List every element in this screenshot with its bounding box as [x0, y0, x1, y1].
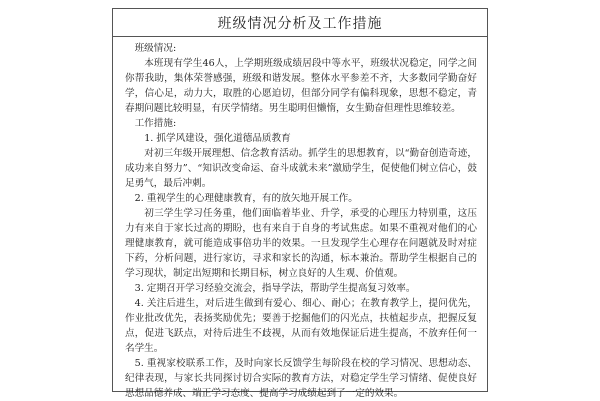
measure-3: 3. 定期召开学习经验交流会，指导学法，帮助学生提高复习效率。 — [134, 283, 416, 294]
document-body — [113, 37, 487, 401]
measure-4: 4. 关注后进生，对后进生做到有爱心、细心、耐心；在教育教学上，提问优先，作业批改优先，表扬奖励优先；要善于挖掘他们的闪光点，扶植起步点，把握反复点，促进飞跃点，对待后进生不歧视，从而有效地保证后进生提高，不放弃任何一名学生。 — [125, 298, 477, 354]
measure-1-heading: 1. 抓学风建设，强化道德品质教育 — [144, 133, 291, 144]
measure-2-heading: 2. 重视学生的心理健康教育，有的放矢地开展工作。 — [134, 193, 358, 204]
section-label-class-situation: 班级情况: — [134, 43, 177, 54]
measure-1-body: 对初三年级开展理想、信念教育活动。抓学生的思想教育，以“勤奋创造奇迹，成功来自努力”、“知识改变命运、奋斗成就未来”激励学生，促使他们树立信心，鼓足勇气，最后冲刺。 — [125, 148, 477, 189]
document-page — [112, 8, 488, 399]
title-row — [113, 9, 487, 37]
document-title: 班级情况分析及工作措施 — [217, 15, 383, 32]
measure-5: 5. 重视家校联系工作，及时向家长反馈学生每阶段在校的学习情况、思想动态、纪律表现，与家长共同探讨切合实际的教育方法，对稳定学生学习情绪、促使良好思想品德养成、端正学习态度、提高学习成绩起到了一定的效果。 — [125, 358, 477, 399]
measure-2-body: 初三学生学习任务重，他们面临着毕业、升学，承受的心理压力特别重，这压力有来自于家长过高的期盼，也有来自于自身的考试焦虑。如果不重视对他们的心理健康教育，就可能造成事倍功半的效果。一旦发现学生心理存在问题就及时对症下药，分析问题，进行家访，寻求和家长的沟通，标本兼治。帮助学生根据自己的学习现状，制定出短期和长期目标，树立良好的人生观、价值观。 — [125, 208, 477, 279]
section-label-work-measures: 工作措施: — [134, 118, 177, 129]
paragraph-class-situation: 本班现有学生46人，上学期班级成绩居段中等水平，班级状况稳定，同学之间你帮我助，集体荣誉感强，班级和谐发展。整体水平参差不齐，大多数同学勤奋好学，信心足，动力大，取胜的心愿迫切，但部分同学有偏科现象，思想不稳定，青春期问题比较明显，有厌学情绪。男生聪明但懒惰，女生勤奋但理性思维较差。 — [125, 58, 477, 114]
